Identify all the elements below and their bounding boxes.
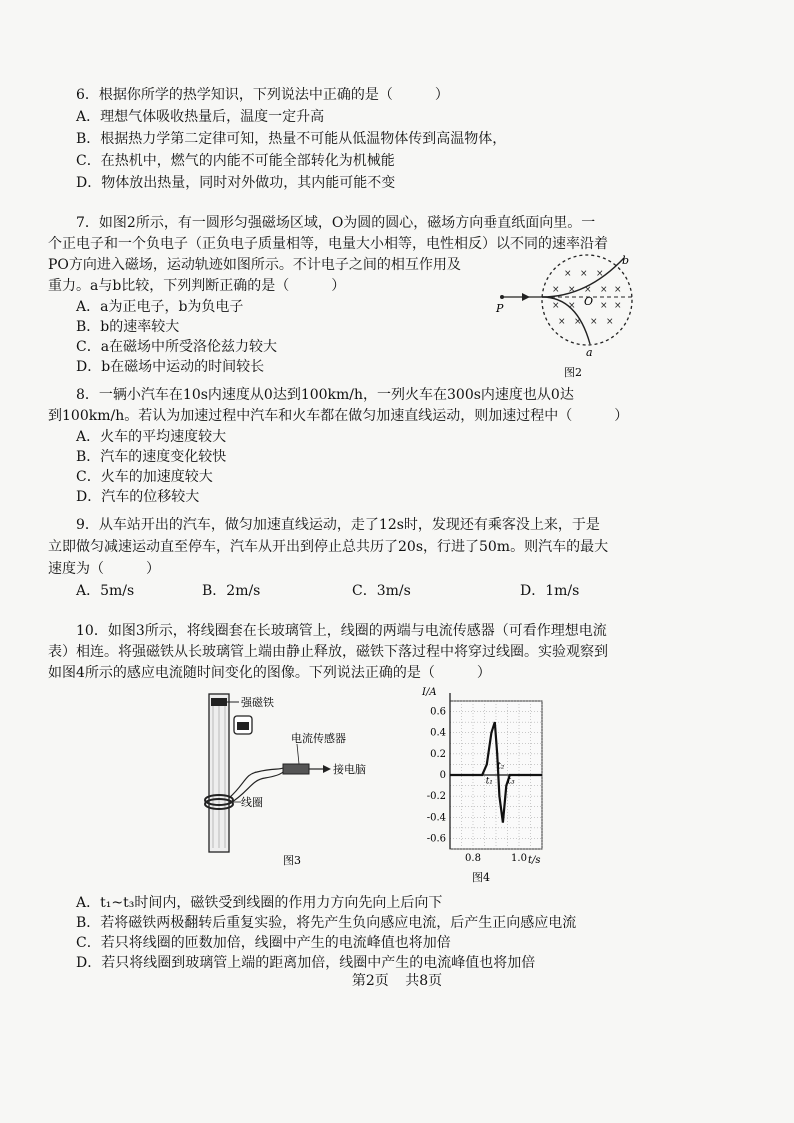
q10-option-d: D．若只将线圈到玻璃管上端的距离加倍，线圈中产生的电流峰值也将加倍	[76, 955, 536, 971]
q7-line-2: 个正电子和一个负电子（正负电子质量相等，电量大小相等，电性相反）以不同的速率沿着	[48, 236, 608, 252]
figure-4-caption: 图4	[472, 871, 490, 884]
label-connect-computer: 接电脑	[333, 763, 366, 776]
point-p	[500, 295, 504, 299]
y-tick-label: -0.6	[426, 833, 446, 845]
page-number: 第2页	[351, 973, 389, 989]
svg-text:×: ×	[574, 317, 582, 327]
annotation-t3: t₃	[507, 776, 515, 787]
label-p: P	[496, 302, 504, 315]
q6-option-b: B．根据热力学第二定律可知，热量不可能从低温物体传到高温物体，	[76, 131, 507, 147]
label-coil: 线圈	[241, 796, 263, 809]
svg-text:×: ×	[568, 285, 576, 295]
label-current-sensor: 电流传感器	[291, 732, 346, 745]
q7-option-d: D．b在磁场中运动的时间较长	[76, 359, 265, 375]
q10-line-1: 10．如图3所示，将线圈套在长玻璃管上，线圈的两端与电流传感器（可看作理想电流	[76, 623, 607, 639]
figure-4-current-chart	[410, 685, 550, 885]
y-tick-label: 0.6	[430, 706, 446, 718]
lead-wire	[229, 768, 283, 798]
svg-text:×: ×	[600, 285, 608, 295]
cable-arrow-icon	[323, 765, 331, 773]
annotation-t1: t₁	[485, 776, 493, 787]
svg-text:×: ×	[596, 269, 604, 279]
q10-option-a: A．t₁~t₃时间内，磁铁受到线圈的作用力方向先向上后向下	[76, 895, 443, 911]
svg-text:×: ×	[600, 301, 608, 311]
figure-3-caption: 图3	[283, 854, 301, 867]
svg-text:×: ×	[584, 285, 592, 295]
q7-line-1: 7．如图2所示，有一圆形匀强磁场区域，O为圆的圆心，磁场方向垂直纸面向里。一	[76, 215, 596, 231]
q7-option-c: C．a在磁场中所受洛伦兹力较大	[76, 339, 278, 355]
label-strong-magnet: 强磁铁	[241, 696, 274, 709]
svg-text:×: ×	[558, 317, 566, 327]
trajectory-a	[542, 297, 590, 344]
q10-option-c: C．若只将线圈的匝数加倍，线圈中产生的电流峰值也将加倍	[76, 935, 451, 951]
q6-option-d: D．物体放出热量，同时对外做功，其内能可能不变	[76, 175, 396, 191]
x-tick-label: 0.8	[465, 853, 481, 864]
q8-option-b: B．汽车的速度变化较快	[76, 449, 227, 465]
q9-option-a: A．5m/s	[76, 583, 135, 599]
y-tick-label: -0.2	[426, 791, 446, 803]
magnet-icon-core	[237, 722, 249, 730]
label-b: b	[622, 254, 630, 267]
figure-2-caption: 图2	[564, 366, 582, 379]
y-tick-label: -0.4	[426, 812, 446, 824]
x-axis-label: t/s	[528, 855, 541, 866]
q10-line-3: 如图4所示的感应电流随时间变化的图像。下列说法正确的是（ ）	[48, 665, 491, 681]
q9-line-2: 立即做匀减速运动直至停车，汽车从开出到停止总共历了20s，行进了50m。则汽车的最大	[48, 539, 609, 555]
q7-line-4: 重力。a与b比较，下列判断正确的是（ ）	[48, 278, 346, 294]
q7-line-3: PO方向进入磁场，运动轨迹如图所示。不计电子之间的相互作用及	[48, 257, 461, 273]
q8-option-c: C．火车的加速度较大	[76, 469, 213, 485]
q8-line-2: 到100km/h。若认为加速过程中汽车和火车都在做匀加速直线运动，则加速过程中（ ）	[48, 408, 629, 424]
sensor-leader	[297, 744, 299, 764]
page-footer	[0, 970, 794, 990]
q6-option-c: C．在热机中，燃气的内能不可能全部转化为机械能	[76, 153, 395, 169]
q9-option-c: C．3m/s	[352, 583, 411, 599]
q10-option-b: B．若将磁铁两极翻转后重复实验，将先产生负向感应电流，后产生正向感应电流	[76, 915, 577, 931]
label-o: O	[584, 295, 594, 308]
x-tick-label: 1.0	[511, 853, 527, 864]
figure-3-apparatus	[185, 688, 405, 868]
svg-text:×: ×	[580, 269, 588, 279]
current-sensor-icon	[283, 764, 309, 774]
q9-option-d: D．1m/s	[520, 583, 580, 599]
q10-line-2: 表）相连。将强磁铁从长玻璃管上端由静止释放，磁铁下落过程中将穿过线圈。实验观察到	[48, 644, 608, 660]
svg-text:×: ×	[590, 317, 598, 327]
q8-option-a: A．火车的平均速度较大	[76, 429, 227, 445]
q9-line-3: 速度为（ ）	[48, 561, 160, 577]
q9-line-1: 9．从车站开出的汽车，做匀加速直线运动，走了12s时，发现还有乘客没上来，于是	[76, 517, 600, 533]
q8-line-1: 8．一辆小汽车在10s内速度从0达到100km/h，一列火车在300s内速度也从0达	[76, 387, 574, 403]
y-tick-label: 0.2	[430, 748, 446, 760]
y-axis-label: I/A	[422, 687, 437, 698]
svg-text:×: ×	[552, 285, 560, 295]
svg-text:×: ×	[552, 301, 560, 311]
svg-text:×: ×	[614, 285, 622, 295]
annotation-t2: t₂	[497, 761, 505, 772]
y-tick-label: 0.4	[430, 727, 446, 739]
q9-option-b: B．2m/s	[202, 583, 261, 599]
y-tick-label: 0	[439, 770, 446, 781]
q6-option-a: A．理想气体吸收热量后，温度一定升高	[76, 109, 325, 125]
svg-text:×: ×	[606, 317, 614, 327]
q6-stem: 6．根据你所学的热学知识，下列说法中正确的是（ ）	[76, 87, 449, 103]
q8-option-d: D．汽车的位移较大	[76, 489, 200, 505]
entry-arrow-icon	[522, 293, 530, 301]
magnet-top	[211, 698, 227, 706]
figure-2-magnetic-field	[492, 252, 642, 382]
q7-option-a: A．a为正电子，b为负电子	[76, 299, 244, 315]
q7-option-b: B．b的速率较大	[76, 319, 180, 335]
svg-text:×: ×	[568, 301, 576, 311]
page-total: 共8页	[405, 973, 443, 989]
label-a: a	[586, 346, 593, 359]
svg-text:×: ×	[564, 269, 572, 279]
svg-text:×: ×	[614, 301, 622, 311]
